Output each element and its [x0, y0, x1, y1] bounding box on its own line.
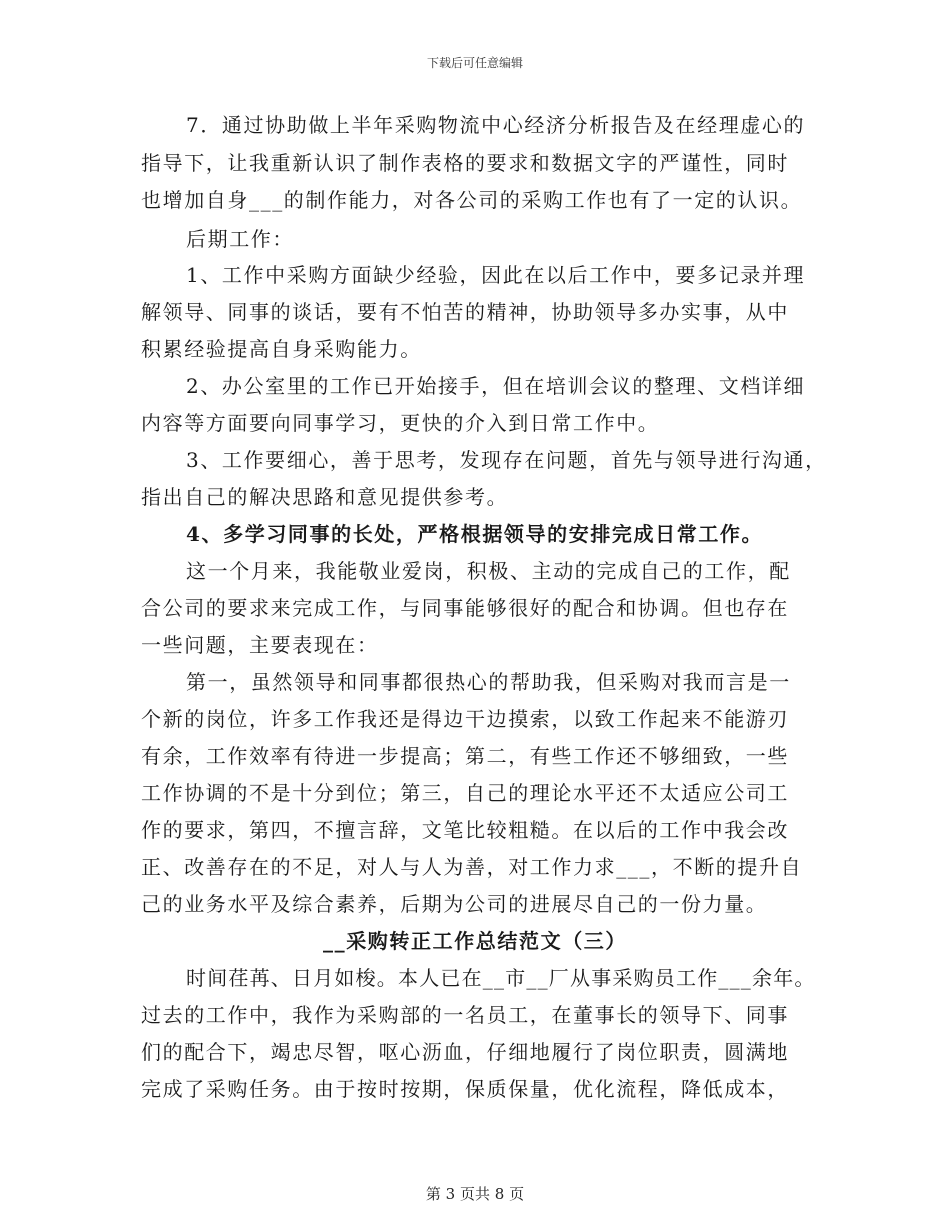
paragraph-line: 工作协调的不是十分到位；第三，自己的理论水平还不太适应公司工	[141, 781, 789, 805]
paragraph-line: 一些问题，主要表现在：	[141, 633, 379, 657]
paragraph-line: 有余，工作效率有待进一步提高；第二，有些工作还不够细致，一些	[141, 744, 789, 768]
paragraph-line: 后期工作：	[186, 227, 294, 251]
paragraph-line: 7．通过协助做上半年采购物流中心经济分析报告及在经理虚心的	[186, 113, 806, 137]
section-heading: __采购转正工作总结范文（三）	[323, 929, 627, 953]
bold-paragraph-line: 4、多学习同事的长处，严格根据领导的安排完成日常工作。	[186, 522, 764, 546]
paragraph-line: 过去的工作中，我作为采购部的一名员工，在董事长的领导下、同事	[141, 1003, 789, 1027]
paragraph-line: 合公司的要求来完成工作，与同事能够很好的配合和协调。但也存在	[141, 596, 789, 620]
paragraph-line: 第一，虽然领导和同事都很热心的帮助我，但采购对我而言是一	[186, 670, 791, 694]
paragraph-line: 指出自己的解决思路和意见提供参考。	[141, 485, 509, 509]
page-footer: 第 3 页共 8 页	[425, 1185, 525, 1203]
paragraph-line: 1、工作中采购方面缺少经验，因此在以后工作中，要多记录并理	[186, 263, 806, 287]
paragraph-line: 3、工作要细心，善于思考，发现存在问题，首先与领导进行沟通，	[186, 448, 827, 472]
paragraph-line: 个新的岗位，许多工作我还是得边干边摸索，以致工作起来不能游刃	[141, 707, 789, 731]
paragraph-line: 们的配合下，竭忠尽智，呕心沥血，仔细地履行了岗位职责，圆满地	[141, 1040, 789, 1064]
paragraph-line: 2、办公室里的工作已开始接手，但在培训会议的整理、文档详细	[186, 374, 806, 398]
paragraph-line: 这一个月来，我能敬业爱岗，积极、主动的完成自己的工作，配	[186, 559, 791, 583]
paragraph-line: 作的要求，第四，不擅言辞，文笔比较粗糙。在以后的工作中我会改	[141, 818, 789, 842]
paragraph-line: 己的业务水平及综合素养，后期为公司的进展尽自己的一份力量。	[141, 892, 768, 916]
paragraph-line: 积累经验提高自身采购能力。	[141, 337, 422, 361]
paragraph-line: 内容等方面要向同事学习，更快的介入到日常工作中。	[141, 411, 660, 435]
paragraph-line: 正、改善存在的不足，对人与人为善，对工作力求___，不断的提升自	[141, 855, 803, 879]
paragraph-line: 也增加自身___的制作能力，对各公司的采购工作也有了一定的认识。	[141, 188, 803, 212]
paragraph-line: 完成了采购任务。由于按时按期，保质保量，优化流程，降低成本，	[141, 1077, 789, 1101]
page-header: 下载后可任意编辑	[426, 56, 523, 70]
paragraph-line: 解领导、同事的谈话，要有不怕苦的精神，协助领导多办实事，从中	[141, 300, 789, 324]
paragraph-line: 指导下，让我重新认识了制作表格的要求和数据文字的严谨性，同时	[141, 151, 789, 175]
paragraph-line: 时间荏苒、日月如梭。本人已在__市__厂从事采购员工作___余年。	[186, 966, 816, 990]
